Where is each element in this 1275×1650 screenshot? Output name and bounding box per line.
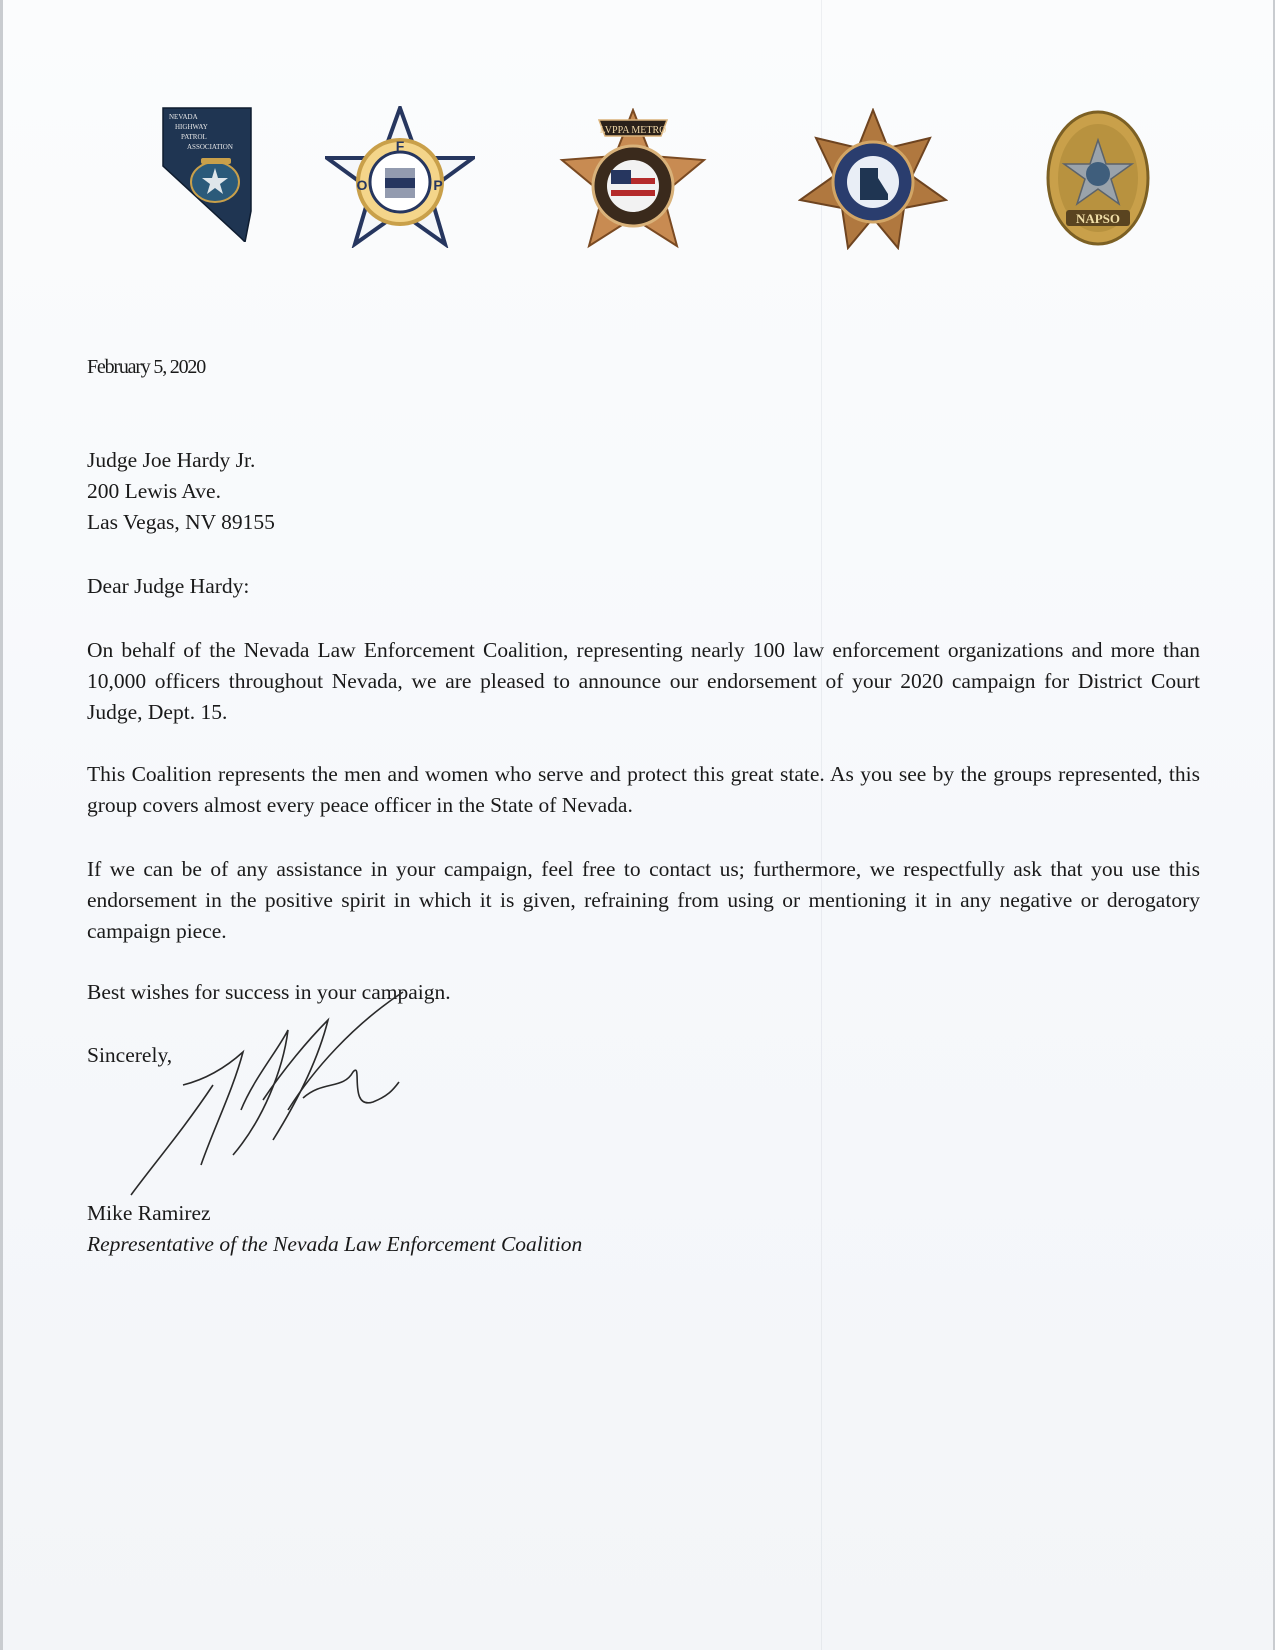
closing-wish: Best wishes for success in your campaign.	[87, 980, 451, 1004]
svg-text:P: P	[433, 177, 443, 193]
handwritten-signature	[113, 990, 413, 1205]
letter-date: February 5, 2020	[87, 356, 205, 378]
recipient-city-state-zip: Las Vegas, NV 89155	[87, 510, 275, 534]
svg-text:NEVADA: NEVADA	[169, 113, 198, 121]
fop-star-logo	[325, 106, 475, 248]
svg-text:O: O	[356, 177, 368, 193]
signer-title: Representative of the Nevada Law Enforcement Coalition	[87, 1232, 583, 1256]
svg-text:PATROL: PATROL	[181, 133, 207, 141]
seven-point-star-badge-logo	[798, 108, 948, 250]
body-paragraph-2: This Coalition represents the men and women who serve and protect this great state. As you see by the groups represented, this group covers almost every peace officer in the State of Nevada.	[87, 762, 1200, 817]
valediction: Sincerely,	[87, 1043, 173, 1067]
svg-text:ASSOCIATION: ASSOCIATION	[187, 143, 233, 151]
nevada-highway-patrol-association-logo	[161, 106, 253, 242]
recipient-street: 200 Lewis Ave.	[87, 479, 221, 503]
svg-text:HIGHWAY: HIGHWAY	[175, 123, 208, 131]
body-paragraph-3: If we can be of any assistance in your campaign, feel free to contact us; furthermore, we respectfully ask that you use this endorsement in the positive spirit in which it is given, refraining from using or mentioning it in any negative or derogatory campaign piece.	[87, 857, 1200, 943]
recipient-name: Judge Joe Hardy Jr.	[87, 448, 256, 472]
body-paragraph-1: On behalf of the Nevada Law Enforcement Coalition, representing nearly 100 law enforcement organizations and more than 10,000 officers throughout Nevada, we are pleased to announce our endorsement of your 2020 campaign for District Court Judge, Dept. 15.	[87, 638, 1200, 724]
svg-text:F: F	[395, 138, 405, 154]
recipient-address-block	[87, 445, 275, 538]
svg-text:LVPPA METRO: LVPPA METRO	[599, 125, 667, 136]
napso-badge-logo	[1046, 108, 1150, 248]
police-protective-association-badge	[559, 108, 707, 250]
svg-text:NAPSO: NAPSO	[1075, 211, 1121, 226]
salutation: Dear Judge Hardy:	[87, 574, 250, 598]
signer-name: Mike Ramirez	[87, 1201, 211, 1225]
